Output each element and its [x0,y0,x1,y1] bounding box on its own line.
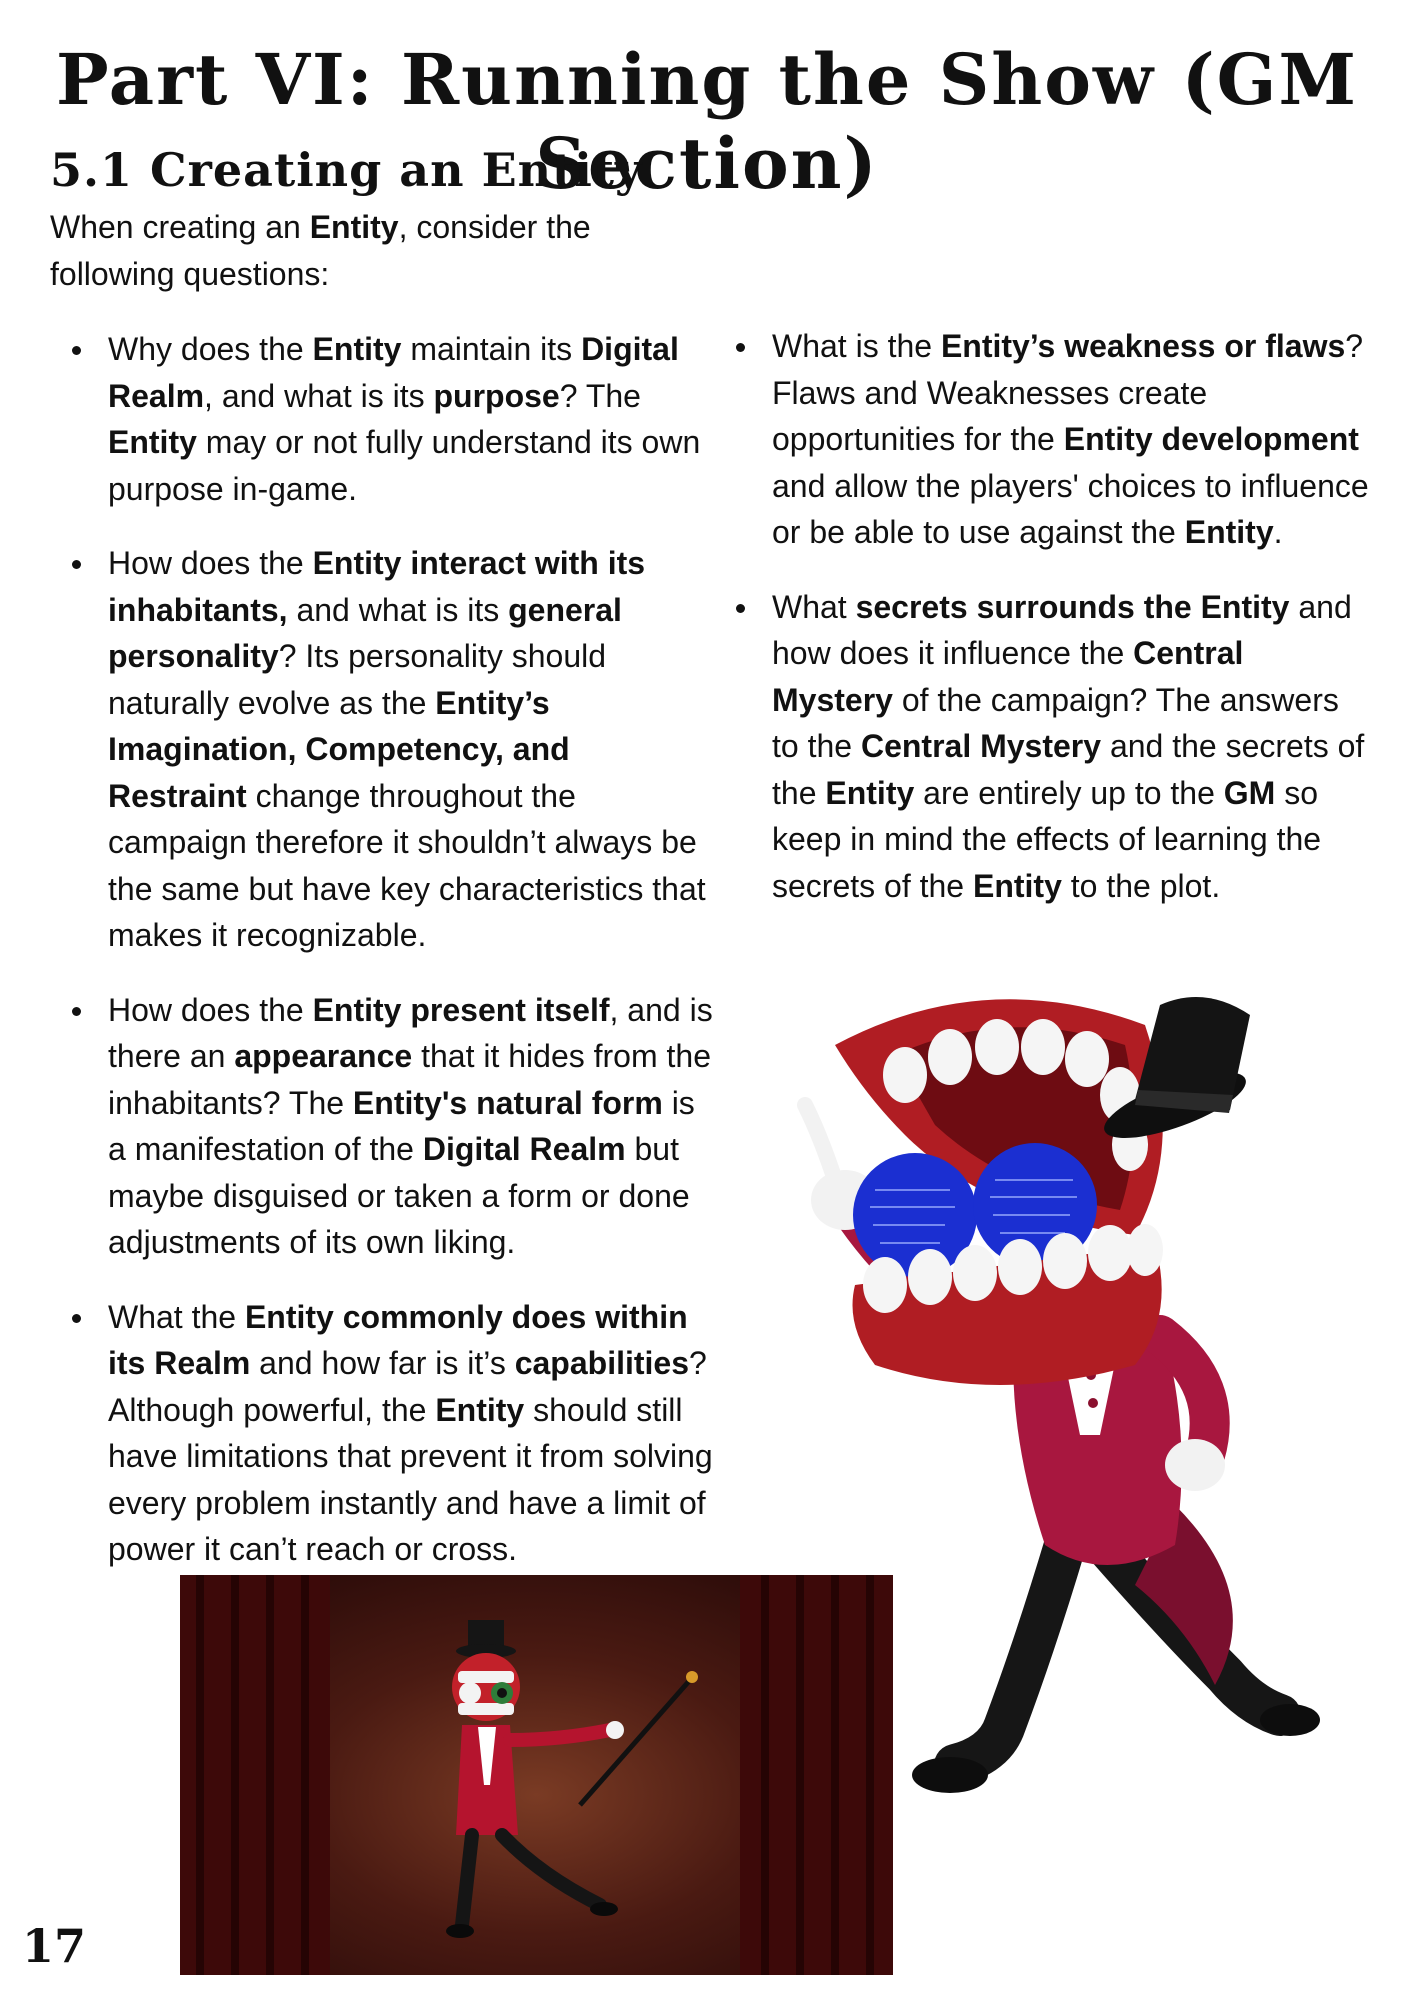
bold-text: Entity [312,331,402,367]
bold-text: Entity’s weakness or flaws [940,328,1346,364]
bold-text: Entity [1184,514,1274,550]
text-run: of the campaign? The answers to the [772,681,1339,764]
text-run: and what is its [287,591,509,628]
bold-text: Digital Realm [422,1131,626,1167]
section-heading: 5.1 Creating an Entity [50,143,643,197]
page-number: 17 [22,1919,87,1973]
stage-ringmaster-figure [446,1620,698,1938]
text-run: ? The [559,377,641,414]
stage-curtain-left [180,1575,330,1975]
bold-text: Entity commonly does within its Realm [108,1298,688,1381]
left-question-list [68,326,713,1601]
text-run: ? Although powerful, the [108,1345,707,1428]
question-item [68,987,713,1266]
bullet-dot-icon [736,604,745,613]
text-run: . [1273,514,1283,550]
character-shoe-right [1260,1704,1320,1736]
text-run: are entirely up to the [914,774,1224,811]
text-run: is a manifestation of the [108,1084,695,1167]
text-run: ? Its personality should naturally evolve as the [108,638,607,721]
text-run: and how does it influence the [772,588,1352,671]
bullet-dot-icon [72,1314,81,1323]
text-run: When creating an [50,209,310,245]
character-button [1088,1398,1098,1408]
question-item [68,326,713,512]
right-question-list [732,323,1372,937]
page-title: Part VI: Running the Show (GM Section) [56,38,1358,205]
bold-text: secrets surrounds the Entity [855,588,1290,625]
text-run: , consider the following questions: [50,209,591,292]
text-run: How does the [108,545,313,581]
text-run: may or not fully understand its own purpose in-game. [108,424,701,507]
text-run: but maybe disguised or taken a form or done adjustments of its own liking. [108,1131,690,1260]
bold-text: general personality [108,591,622,674]
question-item [68,540,713,959]
stage-curtain-right [740,1575,893,1975]
bullet-dot-icon [72,346,81,355]
text-run: and allow the players' choices to influence or be able to use against the [772,467,1369,550]
bold-text: purpose [433,377,560,414]
question-item [732,584,1372,910]
text-run: and the secrets of the [772,728,1365,811]
bullet-dot-icon [736,343,745,352]
question-item [68,1294,713,1573]
bold-text: appearance [234,1038,413,1074]
character-leg-left [955,1545,1065,1765]
text-run: should still have limitations that prevent it from solving every problem instantly and have a limit of power it can’t reach or cross. [108,1391,713,1567]
text-run: that it hides from the inhabitants? The [108,1038,711,1121]
bold-text: Entity present itself [312,991,610,1028]
character-glove-right [1165,1439,1225,1491]
bold-text: Central Mystery [860,728,1102,764]
bold-text: Entity interact with its inhabitants, [108,545,646,628]
character-shoe-left [912,1757,988,1793]
bold-text: Central Mystery [772,635,1244,718]
bold-text: Entity [108,424,197,460]
bold-text: Entity [825,774,915,811]
bold-text: GM [1223,774,1276,811]
bold-text: Entity's natural form [352,1084,663,1121]
bold-text: Entity [309,209,399,245]
bold-text: capabilities [514,1345,689,1381]
text-run: change throughout the campaign therefore it shouldn’t always be the same but have key characteristics that makes it recognizable. [108,777,706,953]
bullet-dot-icon [72,560,81,569]
question-item [732,323,1372,556]
text-run: What the [108,1298,245,1335]
character-pointing-finger [805,1105,835,1180]
text-run: , and is there an [108,991,713,1074]
text-run: How does the [108,991,313,1028]
text-run: Why does the [108,331,313,367]
bold-text: Entity’s Imagination, Competency, and Restraint [108,684,570,814]
bullet-dot-icon [72,1007,81,1016]
text-run: ? Flaws and Weaknesses create opportunities for the [772,328,1364,457]
text-run: to the plot. [1061,867,1221,904]
text-run: so keep in mind the effects of learning the secrets of the [772,774,1322,904]
text-run: maintain its [401,331,582,367]
text-run: What [772,588,856,625]
stage-photo [180,1575,893,1975]
bold-text: Entity [972,867,1062,904]
bold-text: Entity development [1063,421,1359,457]
intro-paragraph [50,204,710,298]
bold-text: Digital Realm [108,331,679,414]
text-run: What is the [772,328,941,364]
bold-text: Entity [435,1391,525,1428]
text-run: , and what is its [204,377,434,414]
text-run: and how far is it’s [250,1345,515,1381]
